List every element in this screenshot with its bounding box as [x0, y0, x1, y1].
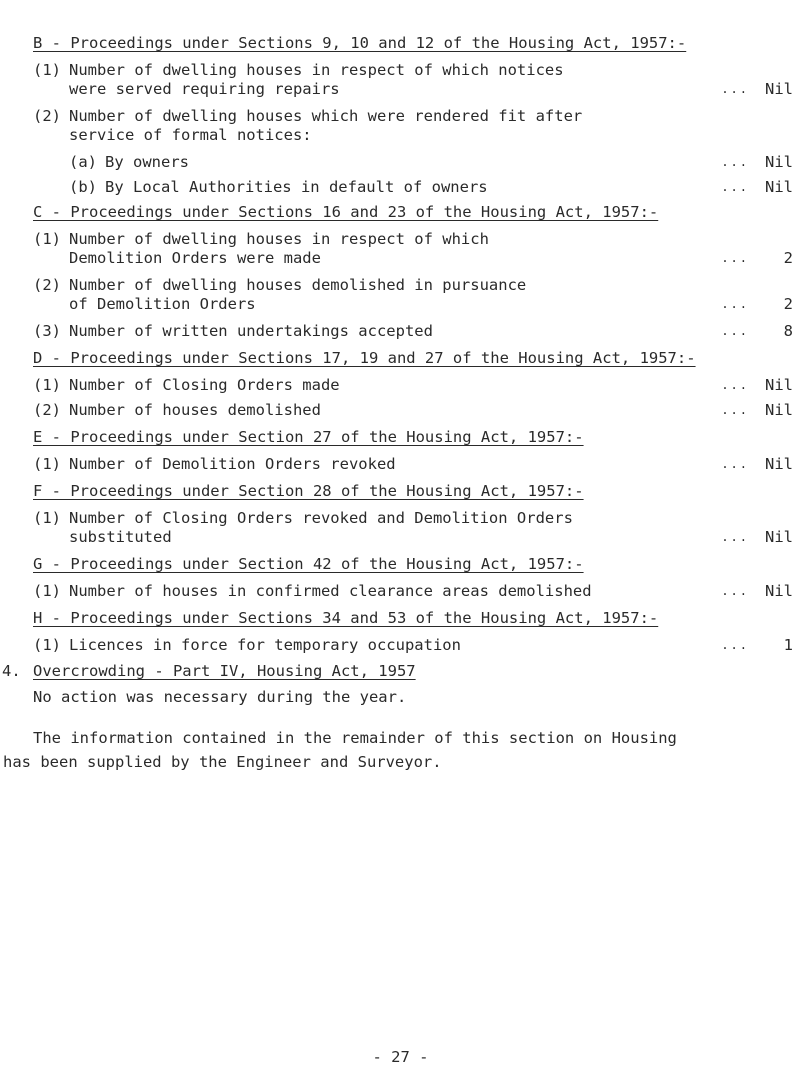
item-number: (3)	[33, 322, 61, 340]
section-h-heading: H - Proceedings under Sections 34 and 53 of the Housing Act, 1957:-	[33, 609, 659, 627]
leader-dots: ...	[721, 584, 749, 598]
item-text: Number of Demolition Orders revoked	[69, 455, 396, 473]
item-text: Number of dwelling houses in respect of which	[69, 230, 489, 248]
leader-dots: ...	[721, 403, 749, 417]
item-number: (2)	[33, 107, 61, 125]
item-number: (1)	[33, 61, 61, 79]
leader-dots: ...	[721, 324, 749, 338]
item-text: Licences in force for temporary occupation	[69, 636, 461, 654]
item-value: Nil	[765, 455, 793, 473]
item-text: Number of houses demolished	[69, 401, 321, 419]
leader-dots: ...	[721, 638, 749, 652]
item-text-continued: service of formal notices:	[69, 126, 312, 144]
section-c-heading: C - Proceedings under Sections 16 and 23 of the Housing Act, 1957:-	[33, 203, 659, 221]
item-text: Number of Closing Orders revoked and Demolition Orders	[69, 509, 573, 527]
item-value: Nil	[765, 153, 793, 171]
overcrowding-text: No action was necessary during the year.	[33, 688, 407, 706]
leader-dots: ...	[721, 530, 749, 544]
item-text: Number of dwelling houses which were rendered fit after	[69, 107, 583, 125]
closing-line-1: The information contained in the remainder of this section on Housing	[33, 729, 677, 747]
section-e-heading: E - Proceedings under Section 27 of the Housing Act, 1957:-	[33, 428, 584, 446]
item-value: Nil	[765, 80, 793, 98]
item-number: (1)	[33, 455, 61, 473]
section-b-heading: B - Proceedings under Sections 9, 10 and 12 of the Housing Act, 1957:-	[33, 34, 687, 52]
leader-dots: ...	[721, 457, 749, 471]
closing-line-2: has been supplied by the Engineer and Surveyor.	[3, 753, 442, 771]
item-text: Number of dwelling houses demolished in pursuance	[69, 276, 527, 294]
leader-dots: ...	[721, 82, 749, 96]
section-4-number: 4.	[2, 662, 21, 680]
item-text-continued: substituted	[69, 528, 172, 546]
item-text: By owners	[105, 153, 189, 171]
item-text-continued: of Demolition Orders	[69, 295, 256, 313]
item-number: (2)	[33, 276, 61, 294]
item-number: (a)	[69, 153, 97, 171]
item-text: Number of Closing Orders made	[69, 376, 340, 394]
item-number: (2)	[33, 401, 61, 419]
item-text: Number of houses in confirmed clearance areas demolished	[69, 582, 592, 600]
section-d-heading: D - Proceedings under Sections 17, 19 and 27 of the Housing Act, 1957:-	[33, 349, 696, 367]
item-number: (1)	[33, 582, 61, 600]
item-number: (b)	[69, 178, 97, 196]
item-number: (1)	[33, 636, 61, 654]
item-value: Nil	[765, 178, 793, 196]
item-number: (1)	[33, 509, 61, 527]
section-g-heading: G - Proceedings under Section 42 of the Housing Act, 1957:-	[33, 555, 584, 573]
item-number: (1)	[33, 230, 61, 248]
item-text: Number of written undertakings accepted	[69, 322, 433, 340]
item-value: Nil	[765, 376, 793, 394]
item-value: 8	[783, 322, 793, 340]
item-value: Nil	[765, 528, 793, 546]
leader-dots: ...	[721, 251, 749, 265]
item-text-continued: were served requiring repairs	[69, 80, 340, 98]
item-value: 1	[783, 636, 793, 654]
leader-dots: ...	[721, 297, 749, 311]
item-number: (1)	[33, 376, 61, 394]
item-value: 2	[783, 295, 793, 313]
overcrowding-heading: Overcrowding - Part IV, Housing Act, 1957	[33, 662, 416, 680]
leader-dots: ...	[721, 378, 749, 392]
item-value: Nil	[765, 401, 793, 419]
item-value: 2	[783, 249, 793, 267]
item-value: Nil	[765, 582, 793, 600]
item-text: By Local Authorities in default of owners	[105, 178, 488, 196]
section-f-heading: F - Proceedings under Section 28 of the Housing Act, 1957:-	[33, 482, 584, 500]
leader-dots: ...	[721, 180, 749, 194]
item-text: Number of dwelling houses in respect of which notices	[69, 61, 564, 79]
item-text-continued: Demolition Orders were made	[69, 249, 321, 267]
page-number: - 27 -	[372, 1048, 429, 1066]
leader-dots: ...	[721, 155, 749, 169]
